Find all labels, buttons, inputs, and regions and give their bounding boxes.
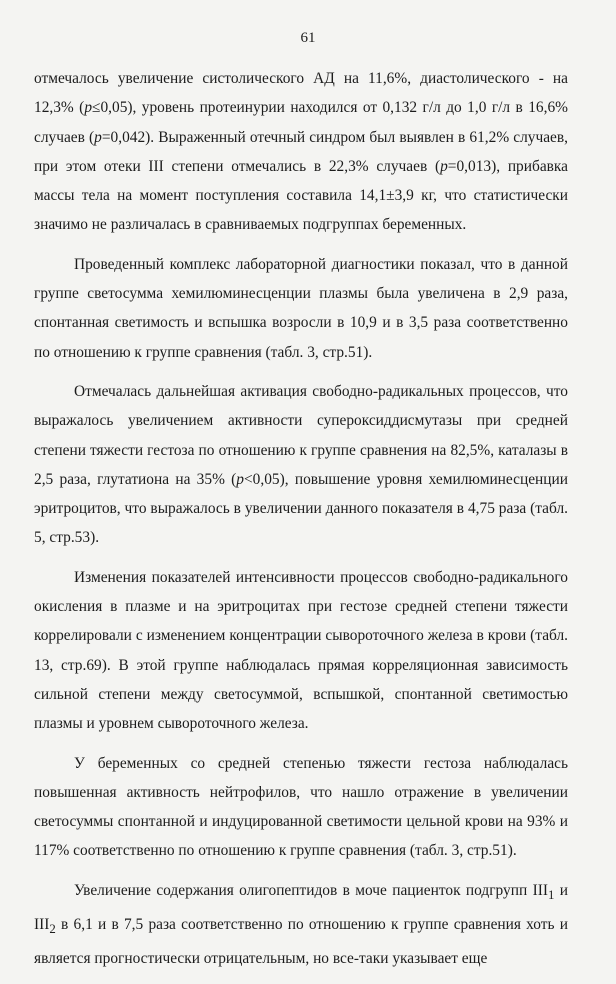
paragraph-2: Проведенный комплекс лабораторной диагностики показал, что в данной группе светосумма хемилюминесценции плазмы была увеличена в 2,9 раза, спонтанная светимость и вспышка возросли в 10,9 и в 3,5 раза соответственно по отношению к группе сравнения (табл. 3, стр.51). xyxy=(34,255,568,361)
paragraph-6: Увеличение содержания олигопептидов в моче пациенток подгрупп $III_1$ и $III_2$ в 6,1 и в 7,5 раза соответственно по отношению к группе сравнения хоть и является прогностически отрицательным, но все-таки указывает еще xyxy=(34,881,568,968)
paragraph-4: Изменения показателей интенсивности процессов свободно-радикального окисления в плазме и на эритроцитах при гестозе средней степени тяжести коррелировали с изменением концентрации сывороточного железа в крови (табл. 13, стр.69). В этой группе наблюдалась прямая корреляционная зависимость сильной степени между светосуммой, вспышкой, спонтанной светимостью плазмы и уровнем сывороточного железа. xyxy=(34,568,568,733)
body-text xyxy=(34,64,568,984)
paragraph-1: отмечалось увеличение систолического АД на 11,6%, диастолического - на 12,3% (p≤0,05), уровень протеинурии находился от 0,132 г/л до 1,0 г/л в 16,6% случаев (p=0,042). Выраженный отечный синдром был выявлен в 61,2% случаев, при этом отеки III степени отмечались в 22,3% случаев (p=0,013), прибавка массы тела на момент поступления составила 14,1±3,9 кг, что статистически значимо не различалась в сравниваемых подгруппах беременных. xyxy=(34,70,568,234)
page-number: 61 xyxy=(300,30,316,46)
paragraph-3: Отмечалась дальнейшая активация свободно-радикальных процессов, что выражалось увеличением активности супероксиддисмутазы при средней степени тяжести гестоза по отношению к группе сравнения на 82,5%, каталазы в 2,5 раза, глутатиона на 35% (p<0,05), повышение уровня хемилюминесценции эритроцитов, что выражалось в увеличении данного показателя в 4,75 раза (табл. 5, стр.53). xyxy=(34,382,568,547)
paragraph-5: У беременных со средней степенью тяжести гестоза наблюдалась повышенная активность нейтрофилов, что нашло отражение в увеличении светосуммы спонтанной и индуцированной светимости цельной крови на 93% и 117% соответственно по отношению к группе сравнения (табл. 3, стр.51). xyxy=(34,754,568,860)
